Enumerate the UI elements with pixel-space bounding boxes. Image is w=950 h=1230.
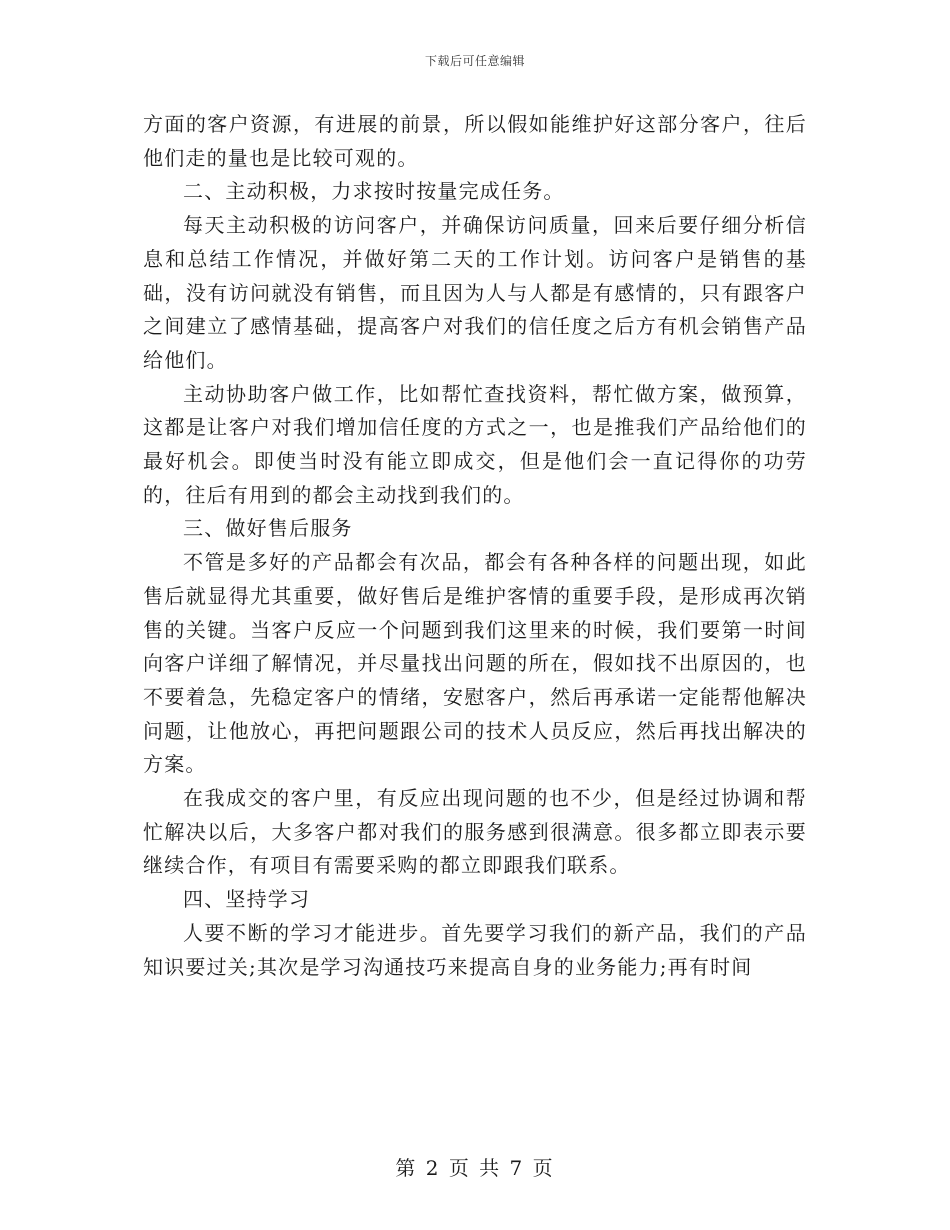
paragraph: 每天主动积极的访问客户，并确保访问质量，回来后要仔细分析信息和总结工作情况，并做好第二天的工作计划。访问客户是销售的基础，没有访问就没有销售，而且因为人与人都是有感情的，只有跟客户之间建立了感情基础，提高客户对我们的信任度之后方有机会销售产品给他们。 — [143, 213, 807, 372]
paragraph: 人要不断的学习才能进步。首先要学习我们的新产品，我们的产品知识要过关;其次是学习沟通技巧来提高自身的业务能力;再有时间 — [143, 920, 807, 979]
paragraph: 不管是多好的产品都会有次品，都会有各种各样的问题出现，如此售后就显得尤其重要，做好售后是维护客情的重要手段，是形成再次销售的关键。当客户反应一个问题到我们这里来的时候，我们要第一时间向客户详细了解情况，并尽量找出问题的所在，假如找不出原因的，也不要着急，先稳定客户的情绪，安慰客户，然后再承诺一定能帮他解决问题，让他放心，再把问题跟公司的技术人员反应，然后再找出解决的方案。 — [143, 550, 807, 777]
section-heading: 四、坚持学习 — [183, 887, 311, 912]
document-body — [143, 108, 807, 984]
section-heading: 三、做好售后服务 — [183, 516, 353, 541]
paragraph: 在我成交的客户里，有反应出现问题的也不少，但是经过协调和帮忙解决以后，大多客户都对我们的服务感到很满意。很多都立即表示要继续合作，有项目有需要采购的都立即跟我们联系。 — [143, 786, 807, 878]
page-footer: 第 2 页 共 7 页 — [395, 1156, 555, 1180]
page-header: 下载后可任意编辑 — [424, 54, 525, 68]
paragraph: 主动协助客户做工作，比如帮忙查找资料，帮忙做方案，做预算，这都是让客户对我们增加信任度的方式之一，也是推我们产品给他们的最好机会。即使当时没有能立即成交，但是他们会一直记得你的功劳的，往后有用到的都会主动找到我们的。 — [143, 381, 807, 507]
paragraph: 方面的客户资源，有进展的前景，所以假如能维护好这部分客户，往后他们走的量也是比较可观的。 — [143, 112, 807, 170]
section-heading: 二、主动积极，力求按时按量完成任务。 — [183, 179, 565, 204]
